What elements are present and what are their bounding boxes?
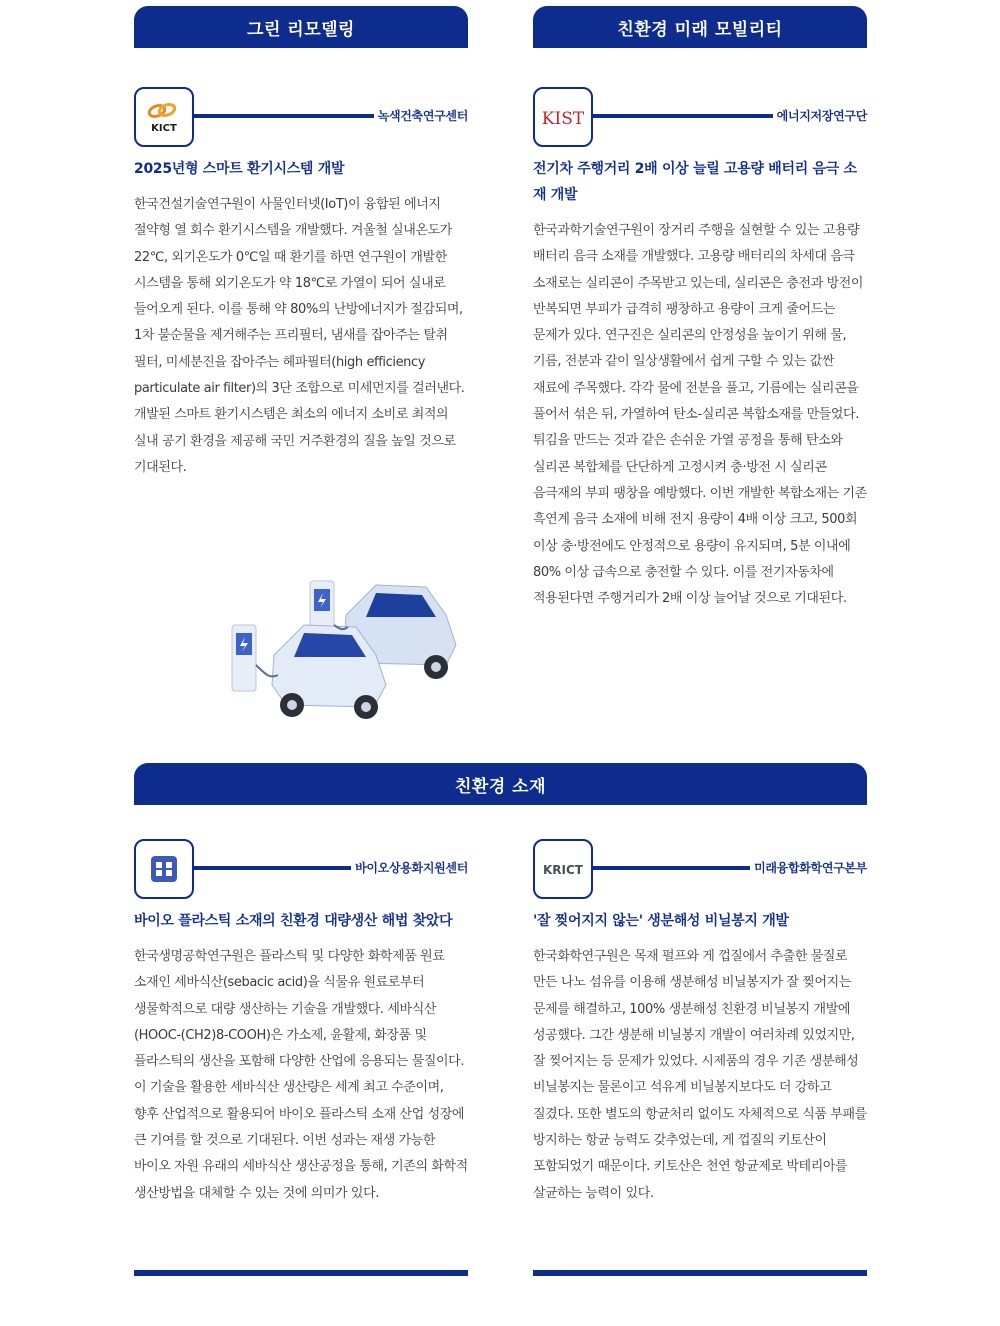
- kribb-logo: [134, 839, 194, 899]
- kict-logo: [134, 87, 194, 147]
- ev-charging-cars-illustration: [226, 575, 496, 735]
- org-row: [533, 87, 867, 147]
- article-kribb: [134, 839, 468, 1207]
- org-row: [533, 839, 867, 899]
- org-row: [134, 87, 468, 147]
- svg-text:KRICT: KRICT: [543, 863, 583, 877]
- kist-logo-icon: [541, 99, 585, 135]
- kist-logo: [533, 87, 593, 147]
- section-header-green-remodeling: 그린 리모델링: [134, 6, 468, 48]
- article-title: '잘 찢어지지 않는' 생분해성 비닐봉지 개발: [533, 913, 789, 929]
- org-row: [134, 839, 468, 899]
- krict-logo-icon: [538, 859, 588, 879]
- svg-text:KIST: KIST: [541, 109, 585, 129]
- article-body: 한국생명공학연구원은 플라스틱 및 다양한 화학제품 원료 소재인 세바식산(sebacic acid)을 식물유 원료로부터 생물학적으로 대량 생산하는 기술을 개발했다. 세바식산(HOOC-(CH2)8-COOH)은 가소제, 윤활제, 화장품 및 플라스틱의 생산을 포함해 다양한 산업에 응용되는 물질이다. 이 기술을 활용한 세바식산 생산량은 세계 최고 수준이며, 향후 산업적으로 활용되어 바이오 플라스틱 소재 산업 성장에 큰 기여를 할 것으로 기대된다. 이번 성과는 재생 가능한 바이오 자원 유래의 세바식산 생산공정을 통해, 기존의 화학적 생산방법을 대체할 수 있는 것에 의미가 있다.: [134, 949, 468, 1201]
- section-header-eco-mobility: 친환경 미래 모빌리티: [533, 6, 867, 48]
- kribb-logo-icon: [149, 854, 179, 884]
- org-name: 바이오상용화지원센터: [351, 859, 468, 876]
- article-title: 전기차 주행거리 2배 이상 늘릴 고용량 배터리 음극 소재 개발: [533, 161, 857, 203]
- org-name: 에너지저장연구단: [773, 107, 867, 124]
- article-title: 2025년형 스마트 환기시스템 개발: [134, 161, 345, 177]
- article-body: 한국화학연구원은 목재 펄프와 게 껍질에서 추출한 물질로 만든 나노 섬유를 이용해 생분해성 비닐봉지가 잘 찢어지는 문제를 해결하고, 100% 생분해성 친환경 비닐봉지 개발에 성공했다. 그간 생분해 비닐봉지 개발이 여러차례 있었지만, 잘 찢어지는 등 문제가 있었다. 시제품의 경우 기존 생분해성 비닐봉지는 물론이고 석유계 비닐봉지보다도 더 강하고 질겼다. 또한 별도의 항균처리 없이도 자체적으로 식품 부패를 방지하는 항균 능력도 갖추었는데, 게 껍질의 키토산이 포함되었기 때문이다. 키토산은 천연 항균제로 박테리아를 살균하는 능력이 있다.: [533, 949, 867, 1201]
- ev-cars-icon: [226, 575, 496, 735]
- article-kict: [134, 87, 468, 481]
- section-header-eco-materials: 친환경 소재: [134, 763, 867, 805]
- svg-text:KICT: KICT: [151, 123, 177, 134]
- article-body: 한국건설기술연구원이 사물인터넷(IoT)이 융합된 에너지 절약형 열 회수 환기시스템을 개발했다. 겨울철 실내온도가 22℃, 외기온도가 0℃일 때 환기를 하면 연구원이 개발한 시스템을 통해 외기온도가 약 18℃로 가열이 되어 실내로 들어오게 된다. 이를 통해 약 80%의 난방에너지가 절감되며, 1차 불순물을 제거해주는 프리필터, 냄새를 잡아주는 탈취 필터, 미세분진을 잡아주는 헤파필터(high efficiency particulate air filter)의 3단 조합으로 미세먼지를 걸러낸다. 개발된 스마트 환기시스템은 최소의 에너지 소비로 최적의 실내 공기 환경을 제공해 국민 거주환경의 질을 높일 것으로 기대된다.: [134, 197, 465, 475]
- org-name: 미래융합화학연구본부: [750, 859, 867, 876]
- article-title: 바이오 플라스틱 소재의 친환경 대량생산 해법 찾았다: [134, 913, 453, 929]
- bottom-divider-right: [533, 1270, 867, 1276]
- org-name: 녹색건축연구센터: [374, 107, 468, 124]
- article-krict: [533, 839, 867, 1207]
- kict-logo-icon: [140, 97, 188, 137]
- bottom-divider-left: [134, 1270, 468, 1276]
- krict-logo: [533, 839, 593, 899]
- article-body: 한국과학기술연구원이 장거리 주행을 실현할 수 있는 고용량 배터리 음극 소재를 개발했다. 고용량 배터리의 차세대 음극 소재로는 실리콘이 주목받고 있는데, 실리콘은 충전과 방전이 반복되면 부피가 급격히 팽창하고 용량이 크게 줄어드는 문제가 있다. 연구진은 실리콘의 안정성을 높이기 위해 물, 기름, 전분과 같이 일상생활에서 쉽게 구할 수 있는 값싼 재료에 주목했다. 각각 물에 전분을 풀고, 기름에는 실리콘을 풀어서 섞은 뒤, 가열하여 탄소-실리콘 복합소재를 만들었다. 튀김을 만드는 것과 같은 손쉬운 가열 공정을 통해 탄소와 실리콘 복합체를 단단하게 고정시켜 충·방전 시 실리콘 음극재의 부피 팽창을 예방했다. 이번 개발한 복합소재는 기존 흑연계 음극 소재에 비해 전지 용량이 4배 이상 크고, 500회 이상 충·방전에도 안정적으로 용량이 유지되며, 5분 이내에 80% 이상 급속으로 충전할 수 있다. 이를 전기자동차에 적용된다면 주행거리가 2배 이상 늘어날 것으로 기대된다.: [533, 223, 867, 607]
- article-kist: [533, 87, 867, 612]
